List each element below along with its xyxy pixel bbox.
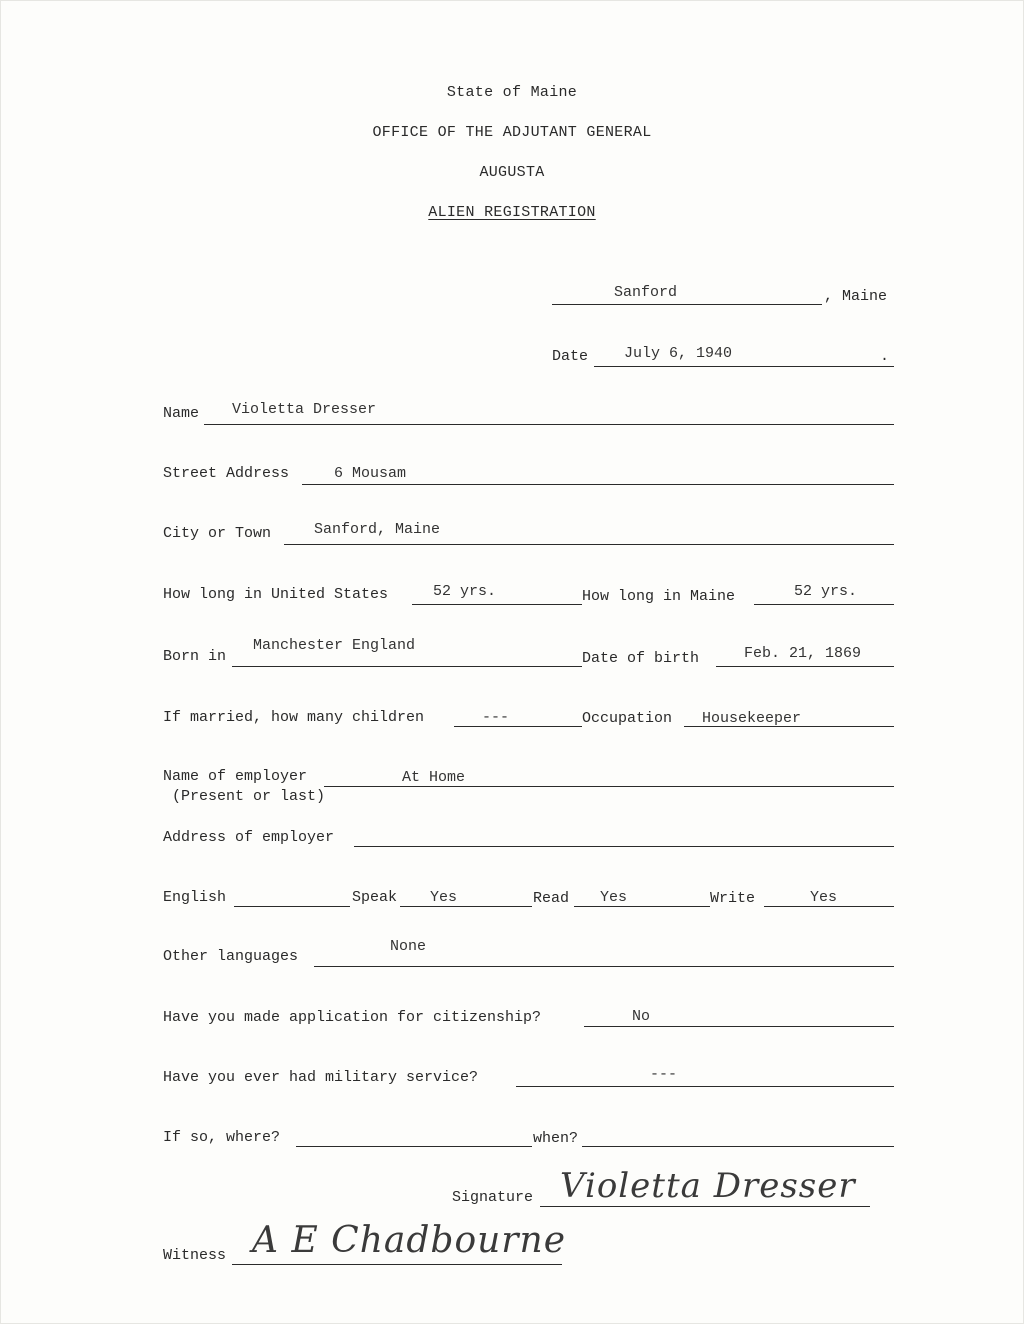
signature-label: Signature: [452, 1189, 534, 1206]
where-label: If so, where?: [163, 1129, 281, 1146]
witness-line: [232, 1264, 562, 1265]
other-languages-line: [314, 966, 894, 967]
us-duration-line: [412, 604, 582, 605]
city-value: Sanford, Maine: [314, 521, 441, 538]
employer-value: At Home: [402, 769, 466, 786]
other-languages-label: Other languages: [163, 948, 299, 965]
employer-line: [324, 786, 894, 787]
employer-sublabel: (Present or last): [172, 788, 326, 805]
signature-handwritten: Violetta Dresser: [560, 1166, 856, 1206]
witness-label: Witness: [163, 1247, 227, 1264]
signature-line: [540, 1206, 870, 1207]
speak-value: Yes: [430, 889, 458, 906]
city-line: [284, 544, 894, 545]
write-label: Write: [710, 890, 756, 907]
born-label: Born in: [163, 648, 227, 665]
header-office: OFFICE OF THE ADJUTANT GENERAL: [372, 124, 652, 141]
street-value: 6 Mousam: [334, 465, 407, 482]
children-label: If married, how many children: [163, 709, 425, 726]
date-label: Date: [552, 348, 589, 365]
military-value: ---: [650, 1066, 678, 1083]
children-line: [454, 726, 582, 727]
name-label: Name: [163, 405, 200, 422]
town-value: Sanford: [614, 284, 678, 301]
dob-line: [716, 666, 894, 667]
born-value: Manchester England: [253, 637, 416, 654]
employer-address-line: [354, 846, 894, 847]
dob-label: Date of birth: [582, 650, 700, 667]
town-suffix: , Maine: [824, 288, 888, 305]
english-label: English: [163, 889, 227, 906]
date-line: [594, 366, 894, 367]
street-line: [302, 484, 894, 485]
military-label: Have you ever had military service?: [163, 1069, 479, 1086]
dob-value: Feb. 21, 1869: [744, 645, 862, 662]
maine-duration-line: [754, 604, 894, 605]
children-value: ---: [482, 709, 510, 726]
write-value: Yes: [810, 889, 838, 906]
where-line: [296, 1146, 532, 1147]
form-title: ALIEN REGISTRATION: [428, 204, 596, 221]
speak-label: Speak: [352, 889, 398, 906]
occupation-value: Housekeeper: [702, 710, 802, 727]
date-end: .: [880, 348, 890, 365]
occupation-label: Occupation: [582, 710, 673, 727]
witness-handwritten: A E Chadbourne: [252, 1220, 567, 1261]
employer-address-label: Address of employer: [163, 829, 335, 846]
us-duration-label: How long in United States: [163, 586, 389, 603]
name-value: Violetta Dresser: [232, 401, 377, 418]
street-label: Street Address: [163, 465, 290, 482]
header-city: AUGUSTA: [479, 164, 545, 181]
speak-line: [400, 906, 532, 907]
maine-duration-value: 52 yrs.: [794, 583, 858, 600]
header-state: State of Maine: [446, 84, 578, 101]
born-line: [232, 666, 582, 667]
town-line: [552, 304, 822, 305]
maine-duration-label: How long in Maine: [582, 588, 736, 605]
date-value: July 6, 1940: [624, 345, 733, 362]
when-label: when?: [533, 1130, 579, 1147]
read-line: [574, 906, 710, 907]
us-duration-value: 52 yrs.: [433, 583, 497, 600]
other-languages-value: None: [390, 938, 427, 955]
english-line: [234, 906, 350, 907]
military-line: [516, 1086, 894, 1087]
write-line: [764, 906, 894, 907]
city-label: City or Town: [163, 525, 272, 542]
read-label: Read: [533, 890, 570, 907]
when-line: [582, 1146, 894, 1147]
citizenship-line: [584, 1026, 894, 1027]
employer-label: Name of employer: [163, 768, 308, 785]
name-line: [204, 424, 894, 425]
read-value: Yes: [600, 889, 628, 906]
citizenship-value: No: [632, 1008, 651, 1025]
citizenship-label: Have you made application for citizenship?: [163, 1009, 542, 1026]
